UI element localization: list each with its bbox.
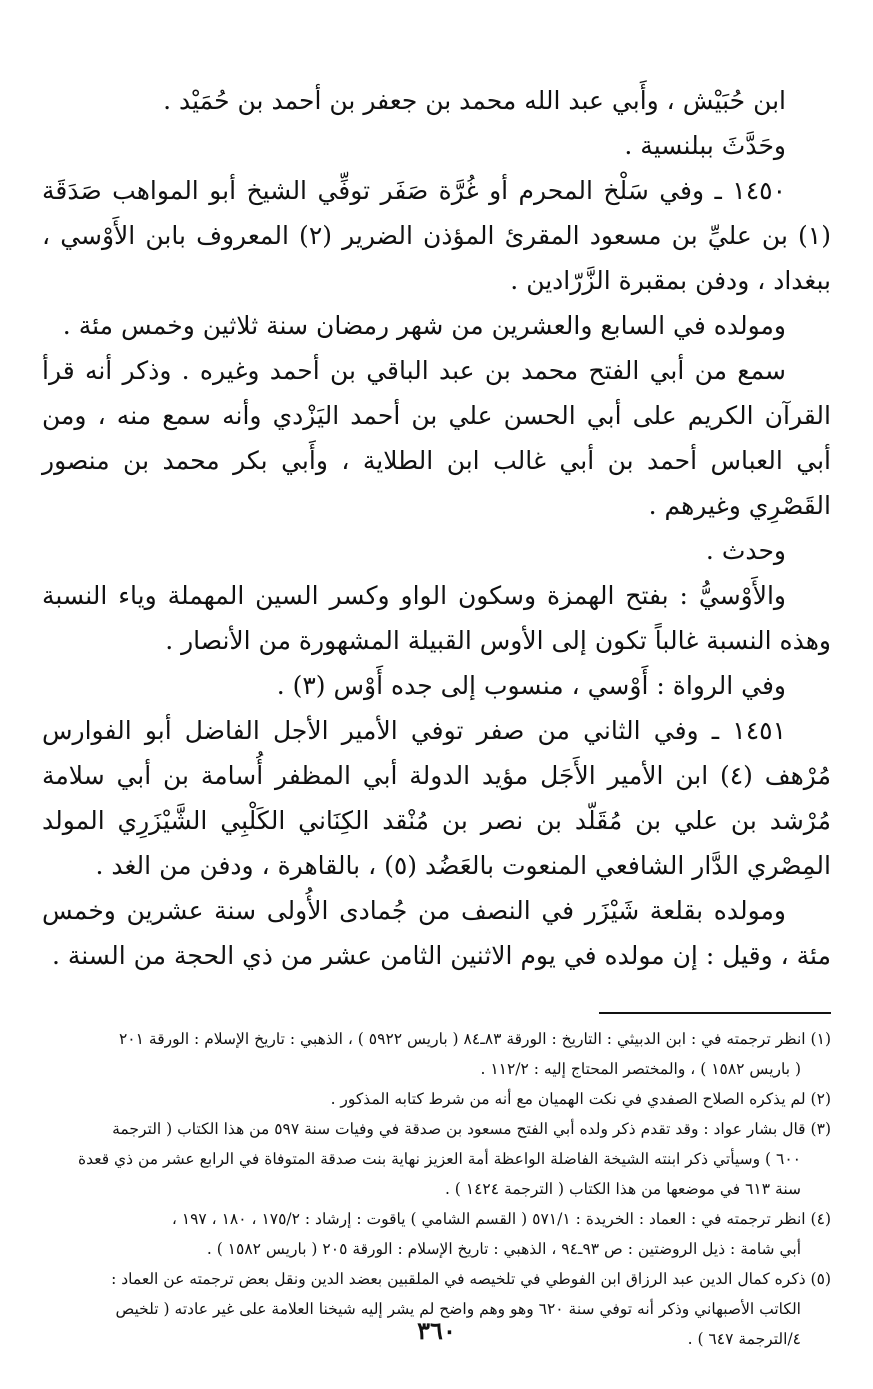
footnote-separator xyxy=(599,1012,831,1014)
footnote-marker: (٣) xyxy=(810,1120,831,1138)
footnote-text: ( باريس ١٥٨٢ ) ، والمختصر المحتاج إليه : ١١٢/٢ . xyxy=(480,1060,801,1078)
footnote-text: انظر ترجمته في : ابن الدبيثي : التاريخ : الورقة ٨٣ـ٨٤ ( باريس ٥٩٢٢ ) ، الذهبي : تاريخ الإسلام : الورقة ٢٠١ xyxy=(118,1030,806,1048)
footnote-text: ذكره كمال الدين عبد الرزاق ابن الفوطي في تلخيصه في الملقبين بعضد الدين ونقل بعض ترجمته عن العماد : xyxy=(111,1270,806,1288)
footnote-marker: (٥) xyxy=(810,1270,831,1288)
footnote xyxy=(42,1204,831,1264)
paragraph: ومولده في السابع والعشرين من شهر رمضان سنة ثلاثين وخمس مئة . xyxy=(62,311,786,340)
footnote-text: انظر ترجمته في : العماد : الخريدة : ٥٧١/١ ( القسم الشامي ) ياقوت : إرشاد : ١٧٥/٢ ، ١٨٠ ، ١٩٧ ، xyxy=(171,1210,806,1228)
footnote xyxy=(42,1084,831,1114)
footnote xyxy=(42,1114,831,1204)
footnote-marker: (٢) xyxy=(810,1090,831,1108)
entry-1450: ١٤٥٠ ـ وفي سَلْخ المحرم أو غُرَّة صَفَر توفِّي الشيخ أبو المواهب صَدَقَة (١) بن عليِّ بن مسعود المقرئ المؤذن الضرير (٢) المعروف بابن الأَوْسي ، ببغداد ، ودفن بمقبرة الزَّرّادين . xyxy=(42,176,831,295)
footnote-text: الكاتب الأصبهاني وذكر أنه توفي سنة ٦٢٠ وهو وهم واضح لم يشر إليه شيخنا العلامة على غير عادته ( تلخيص xyxy=(115,1300,801,1318)
paragraph: وحَدَّثَ ببلنسية . xyxy=(624,131,786,160)
footnote-text: سنة ٦١٣ في موضعها من هذا الكتاب ( الترجمة ١٤٢٤ ) . xyxy=(444,1180,801,1198)
paragraph: ومولده بقلعة شَيْزَر في النصف من جُمادى الأُولى سنة عشرين وخمس مئة ، وقيل : إن مولده في يوم الاثنين الثامن عشر من ذي الحجة من السنة . xyxy=(42,896,831,970)
footnote-text: ٤/الترجمة ٦٤٧ ) . xyxy=(687,1330,801,1348)
footnote-text: أبي شامة : ذيل الروضتين : ص ٩٣ـ٩٤ ، الذهبي : تاريخ الإسلام : الورقة ٢٠٥ ( باريس ١٥٨٢ ) . xyxy=(206,1240,801,1258)
footnote-text: لم يذكره الصلاح الصفدي في نكت الهميان مع أنه من شرط كتابه المذكور . xyxy=(330,1090,806,1108)
main-text xyxy=(42,78,831,978)
paragraph: ابن حُبَيْش ، وأَبي عبد الله محمد بن جعفر بن أحمد بن حُمَيْد . xyxy=(163,86,786,115)
paragraph: سمع من أبي الفتح محمد بن عبد الباقي بن أحمد وغيره . وذكر أنه قرأ القرآن الكريم على أبي الحسن علي بن أحمد اليَزْدي وأنه سمع منه ، ومن أبي العباس أحمد بن أبي غالب ابن الطلاية ، وأَبي بكر محمد بن منصور القَصْرِي وغيرهم . xyxy=(42,356,831,520)
footnote-marker: (٤) xyxy=(810,1210,831,1228)
footnote-marker: (١) xyxy=(810,1030,831,1048)
footnotes xyxy=(42,1024,831,1354)
entry-1451: ١٤٥١ ـ وفي الثاني من صفر توفي الأمير الأجل الفاضل أبو الفوارس مُرْهف (٤) ابن الأمير الأَجَل مؤيد الدولة أبي المظفر أُسامة بن أبي سلامة مُرْشد بن علي بن مُقَلّد بن نصر بن مُنْقد الكِنَاني الكَلْبِي الشَّيْزَرِي المولد المِصْري الدَّار الشافعي المنعوت بالعَضُد (٥) ، بالقاهرة ، ودفن من الغد . xyxy=(42,716,831,880)
footnote xyxy=(42,1024,831,1084)
page-number: ٣٦٠ xyxy=(417,1316,456,1345)
book-page xyxy=(42,78,831,1354)
paragraph: وفي الرواة : أَوْسي ، منسوب إلى جده أَوْس (٣) . xyxy=(276,671,786,700)
footnote-text: ٦٠٠ ) وسيأتي ذكر ابنته الشيخة الفاضلة الواعظة أمة العزيز نهاية بنت صدقة المتوفاة في الرابع عشر من ذي قعدة xyxy=(77,1150,801,1168)
paragraph: والأَوْسيُّ : بفتح الهمزة وسكون الواو وكسر السين المهملة وياء النسبة وهذه النسبة غالباً تكون إلى الأوس القبيلة المشهورة من الأنصار . xyxy=(42,581,831,655)
footnote-text: قال بشار عواد : وقد تقدم ذكر ولده أبي الفتح مسعود بن صدقة في وفيات سنة ٥٩٧ من هذا الكتاب ( الترجمة xyxy=(112,1120,806,1138)
paragraph: وحدث . xyxy=(705,536,786,565)
